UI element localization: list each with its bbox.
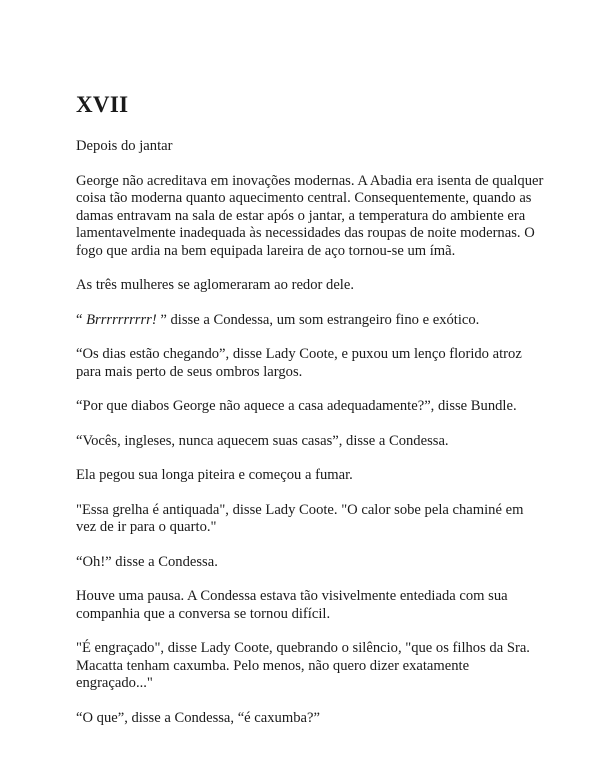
paragraph: “O que”, disse a Condessa, “é caxumba?”: [76, 709, 320, 726]
paragraph: "Essa grelha é antiquada", disse Lady Coote. "O calor sobe pela chaminé em vez de ir para o quarto.": [76, 501, 524, 535]
paragraph: “Os dias estão chegando”, disse Lady Coote, e puxou um lenço florido atroz para mais perto de seus ombros largos.: [76, 346, 522, 380]
paragraph: “Vocês, ingleses, nunca aquecem suas casas”, disse a Condessa.: [76, 432, 449, 449]
chapter-number: XVII: [76, 92, 129, 117]
paragraph: "É engraçado", disse Lady Coote, quebrando o silêncio, "que os filhos da Sra. Macatta tenham caxumba. Pelo menos, não quero dizer exatamente engraçado...": [76, 640, 530, 691]
paragraph: “ Brrrrrrrrrr! ” disse a Condessa, um som estrangeiro fino e exótico.: [76, 311, 480, 328]
paragraph: George não acreditava em inovações modernas. A Abadia era isenta de qualquer coisa tão moderna quanto aquecimento central. Consequentemente, quando as damas entravam na sala de estar após o jantar, a temperatura do ambiente era lamentavelmente inadequada às necessidades das roupas de noite modernas. O fogo que ardia na bem equipada lareira de aço tornou-se um ímã.: [76, 172, 544, 259]
italic-exclamation: Brrrrrrrrrr!: [86, 311, 157, 328]
paragraph: As três mulheres se aglomeraram ao redor dele.: [76, 277, 354, 293]
paragraph: “Por que diabos George não aquece a casa adequadamente?”, disse Bundle.: [76, 398, 517, 414]
chapter-title: Depois do jantar: [76, 138, 173, 154]
paragraph: Houve uma pausa. A Condessa estava tão visivelmente entediada com sua companhia que a conversa se tornou difícil.: [76, 588, 508, 622]
paragraph: Ela pegou sua longa piteira e começou a fumar.: [76, 467, 353, 483]
document-page: [76, 92, 546, 744]
paragraph: “Oh!” disse a Condessa.: [76, 553, 218, 570]
